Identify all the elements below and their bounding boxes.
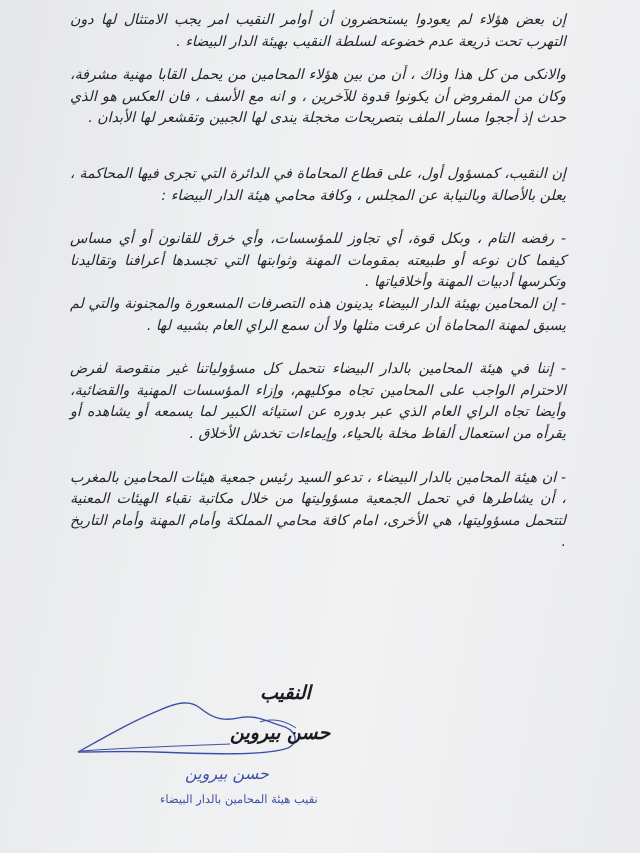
signature-block	[60, 682, 360, 852]
paragraph-2: والانكى من كل هذا وذاك ، أن من بين هؤلاء المحامين من يحمل القابا مهنية مشرفة، وكان من المفروض أن يكونوا قدوة للآخرين ، و انه مع الأسف ، فان العكس هو الذي حدث إذ أججوا مسار الملف بتصريحات مخجلة يندى لها الجبين وتقشعر لها الأبدان .	[70, 67, 566, 127]
paragraph-6: - إننا في هيئة المحامين بالدار البيضاء نتحمل كل مسؤولياتنا غير منقوصة لفرض الاحترام الواجب على المحامين تجاه موكليهم، وإزاء المؤسسات المهنية والقضائية، وأيضا تجاه الراي العام الذي عبر بدوره عن استيائه الكبير لما يسمعه أو يشاهده أو يقرأه من استعمال ألفاظ مخلة بالحياء، وإيماءات تخدش الأخلاق .	[70, 361, 566, 442]
paragraph-1: إن بعض هؤلاء لم يعودوا يستحضرون أن أوامر النقيب امر يجب الامتثال لها دون التهرب تحت ذريعة عدم خضوعه لسلطة النقيب بهيئة الدار البيضاء .	[70, 12, 566, 50]
stamp-line: نقيب هيئة المحامين بالدار البيضاء	[160, 792, 318, 806]
paragraph-4: - رفضه التام ، وبكل قوة، أي تجاوز للمؤسسات، وأي خرق للقانون أو أي مساس كيفما كان نوعه أو طبيعته بمقومات المهنة وثوابتها التي تجسدها أعرافنا وتقاليدنا وتكرسها أدبيات المهنة وأخلاقياتها .	[70, 231, 566, 291]
signature-name: حسن بيروين	[230, 722, 331, 744]
paragraph-7: - ان هيئة المحامين بالدار البيضاء ، تدعو السيد رئيس جمعية هيئات المحامين بالمغرب ، أن يشاطرها في تحمل الجمعية مسؤوليتها من خلال مكاتبة نقباء الهيئات المعنية لتتحمل مسؤوليتها، هي الأخرى، امام كافة محامي المملكة وأمام المهنة وأمام التاريخ .	[70, 469, 566, 551]
stamp-name: حسن بيروين	[185, 764, 269, 783]
signature-title: النقيب	[260, 682, 311, 704]
letter-body	[70, 10, 566, 554]
paragraph-3: إن النقيب، كمسؤول أول، على قطاع المحاماة في الدائرة التي تجرى فيها المحاكمة ، يعلن بالأصالة وبالنيابة عن المجلس ، وكافة محامي هيئة الدار البيضاء :	[70, 165, 566, 204]
paragraph-5: - إن المحامين بهيئة الدار البيضاء يدينون هذه التصرفات المسعورة والمجنونة والتي لم يسبق لمهنة المحاماة أن عرفت مثلها ولا أن سمع الراي العام بشبيه لها .	[70, 295, 566, 334]
